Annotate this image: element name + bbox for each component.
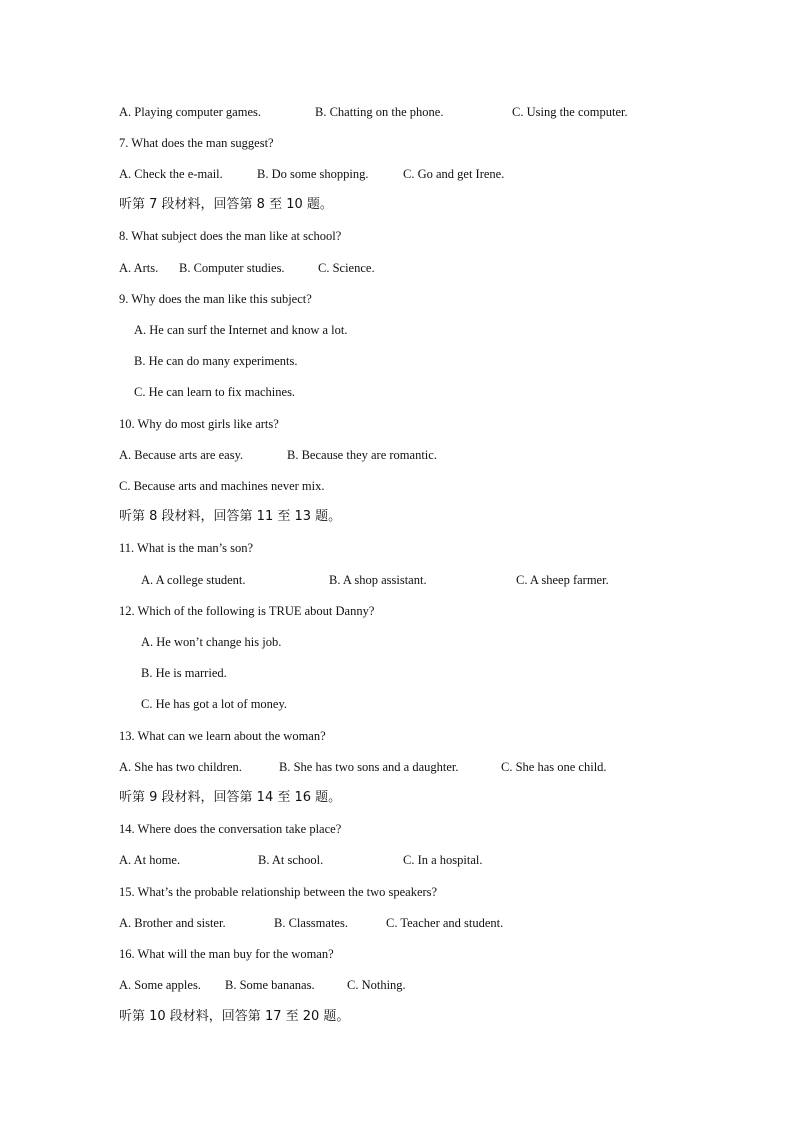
q13-question: 13. What can we learn about the woman? [119, 729, 326, 743]
q7-option-a: A. Check the e-mail. [119, 167, 223, 181]
q12-option-b: B. He is married. [141, 666, 227, 680]
q14-question: 14. Where does the conversation take place? [119, 822, 342, 836]
section-9-heading: 听第 9 段材料，回答第 14 至 16 题。 [119, 790, 342, 805]
q15-option-c: C. Teacher and student. [386, 916, 504, 930]
q14-option-a: A. At home. [119, 853, 181, 867]
q6-option-b: B. Chatting on the phone. [315, 105, 444, 119]
q8-option-c: C. Science. [318, 261, 375, 275]
q9-option-b: B. He can do many experiments. [134, 354, 298, 368]
q16-option-c: C. Nothing. [347, 978, 406, 992]
section-10-heading: 听第 10 段材料，回答第 17 至 20 题。 [119, 1009, 350, 1024]
q6-option-a: A. Playing computer games. [119, 105, 261, 119]
q15-option-a: A. Brother and sister. [119, 916, 226, 930]
q12-option-c: C. He has got a lot of money. [141, 697, 288, 711]
section-7-heading: 听第 7 段材料，回答第 8 至 10 题。 [119, 197, 333, 212]
q10-question: 10. Why do most girls like arts? [119, 417, 279, 431]
q11-question: 11. What is the man’s son? [119, 541, 254, 555]
q13-option-c: C. She has one child. [501, 760, 607, 774]
q15-question: 15. What’s the probable relationship between the two speakers? [119, 885, 438, 899]
q14-option-c: C. In a hospital. [403, 853, 483, 867]
q16-option-a: A. Some apples. [119, 978, 201, 992]
q16-option-b: B. Some bananas. [225, 978, 315, 992]
q7-question: 7. What does the man suggest? [119, 136, 274, 150]
q8-question: 8. What subject does the man like at school? [119, 229, 342, 243]
q15-option-b: B. Classmates. [274, 916, 348, 930]
q9-option-a: A. He can surf the Internet and know a lot. [134, 323, 348, 337]
q13-option-a: A. She has two children. [119, 760, 242, 774]
q8-option-b: B. Computer studies. [179, 261, 285, 275]
q8-option-a: A. Arts. [119, 261, 159, 275]
q7-option-b: B. Do some shopping. [257, 167, 369, 181]
q6-option-c: C. Using the computer. [512, 105, 628, 119]
q12-option-a: A. He won’t change his job. [141, 635, 282, 649]
q11-option-a: A. A college student. [141, 573, 246, 587]
q11-option-b: B. A shop assistant. [329, 573, 427, 587]
q16-question: 16. What will the man buy for the woman? [119, 947, 334, 961]
q14-option-b: B. At school. [258, 853, 324, 867]
q7-option-c: C. Go and get Irene. [403, 167, 505, 181]
section-8-heading: 听第 8 段材料，回答第 11 至 13 题。 [119, 509, 342, 524]
q10-option-a: A. Because arts are easy. [119, 448, 244, 462]
q9-question: 9. Why does the man like this subject? [119, 292, 312, 306]
q12-question: 12. Which of the following is TRUE about Danny? [119, 604, 375, 618]
q9-option-c: C. He can learn to fix machines. [134, 385, 296, 399]
q11-option-c: C. A sheep farmer. [516, 573, 609, 587]
q10-option-b: B. Because they are romantic. [287, 448, 437, 462]
q10-option-c: C. Because arts and machines never mix. [119, 479, 325, 493]
q13-option-b: B. She has two sons and a daughter. [279, 760, 459, 774]
